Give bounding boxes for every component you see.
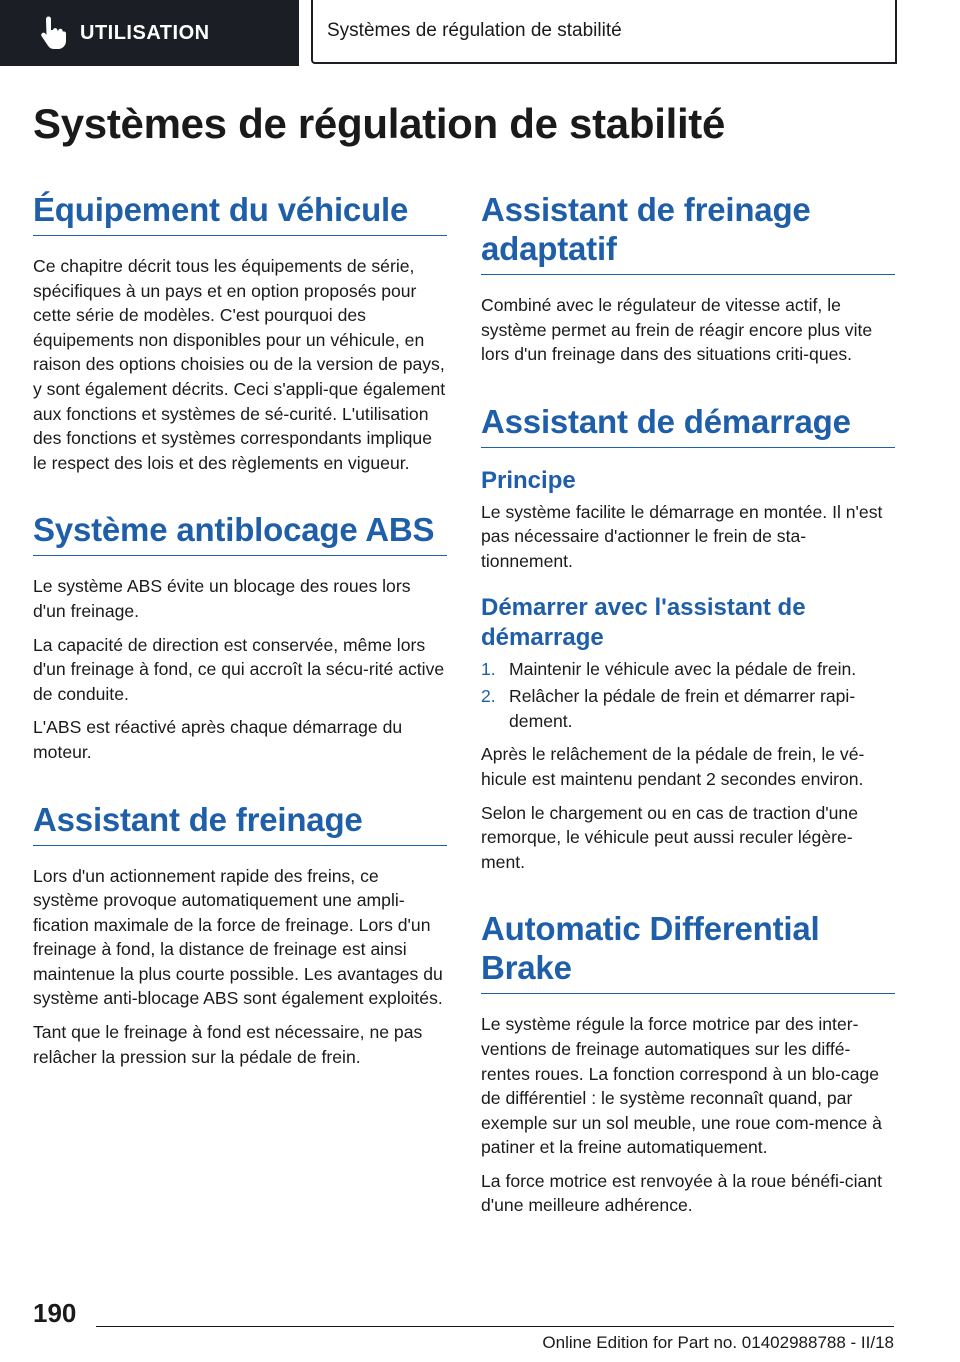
paragraph: Le système facilite le démarrage en montée. Il n'est pas nécessaire d'actionner le frein de sta‐tionnement.	[481, 501, 883, 571]
list-item	[481, 684, 895, 733]
paragraph: Après le relâchement de la pédale de frein, le vé‐hicule est maintenu pendant 2 secondes environ.	[481, 744, 865, 789]
steps-list	[481, 657, 895, 734]
paragraph: Lors d'un actionnement rapide des freins, ce système provoque automatiquement une ampli‐fication maximale de la force de freinage. Lors d'un freinage à fond, la distance de freinage est ainsi maintenue la plus courte possible. Les avantages du système anti-blocage ABS sont également exploités.	[33, 865, 443, 1009]
heading-assistant-freinage: Assistant de freinage	[33, 800, 447, 846]
paragraph: La capacité de direction est conservée, même lors d'un freinage à fond, ce qui accroît la sécu‐rité active de conduite.	[33, 634, 445, 704]
breadcrumb	[311, 0, 897, 64]
subheading-demarrer: Démarrer avec l'assistant de démarrage	[481, 593, 806, 651]
paragraph: Le système ABS évite un blocage des roues lors d'un freinage.	[33, 576, 411, 621]
list-item	[481, 657, 895, 682]
section-label: UTILISATION	[80, 21, 210, 44]
footer-divider	[96, 1326, 894, 1327]
paragraph: L'ABS est réactivé après chaque démarrage du moteur.	[33, 717, 403, 762]
left-column	[33, 190, 447, 1078]
heading-adb: Automatic Differential Brake	[481, 909, 895, 994]
page-title: Systèmes de régulation de stabilité	[33, 100, 726, 147]
footer-edition: Online Edition for Part no. 01402988788 - II/18	[542, 1333, 894, 1352]
paragraph: La force motrice est renvoyée à la roue bénéfi‐ciant d'une meilleure adhérence.	[481, 1170, 882, 1216]
step-number: 1.	[481, 658, 496, 679]
paragraph: Selon le chargement ou en cas de traction d'une remorque, le véhicule peut aussi reculer légère‐ment.	[481, 802, 858, 872]
paragraph: Combiné avec le régulateur de vitesse actif, le système permet au frein de réagir encore plus vite lors d'un freinage dans des situations criti‐ques.	[481, 295, 873, 365]
heading-abs: Système antiblocage ABS	[33, 510, 447, 556]
subheading-principe: Principe	[481, 466, 576, 494]
paragraph: Tant que le freinage à fond est nécessaire, ne pas relâcher la pression sur la pédale de frein.	[33, 1022, 423, 1067]
heading-equipement: Équipement du véhicule	[33, 190, 447, 236]
step-number: 2.	[481, 686, 496, 707]
section-tab	[0, 0, 299, 66]
paragraph: Ce chapitre décrit tous les équipements de série, spécifiques à un pays et en option proposés pour cette série de modèles. C'est pourquoi des équipements non disponibles pour un véhicule, en raison des options choisies ou de la version de pays, y sont également décrits. Ceci s'appli‐que également aux fonctions et systèmes de sé‐curité. L'utilisation des fonctions et systèmes correspondants implique le respect des lois et des règlements en vigueur.	[33, 256, 446, 473]
step-text: Maintenir le véhicule avec la pédale de frein.	[509, 658, 857, 679]
step-text: Relâcher la pédale de frein et démarrer rapi‐dement.	[509, 686, 856, 731]
paragraph: Le système régule la force motrice par des inter‐ventions de freinage automatiques sur les diffé‐rentes roues. La fonction correspond à un blo‐cage de différentiel : le système reconnaît quand, par exemple sur un sol meuble, une roue com‐mence à patiner et la freine automatiquement.	[481, 1014, 882, 1158]
hand-pointer-icon	[36, 16, 66, 50]
right-column	[481, 190, 895, 1227]
heading-assistant-demarrage: Assistant de démarrage	[481, 402, 895, 448]
heading-freinage-adaptatif: Assistant de freinage adaptatif	[481, 190, 895, 275]
breadcrumb-text: Systèmes de régulation de stabilité	[327, 20, 622, 41]
page-number: 190	[33, 1298, 77, 1328]
